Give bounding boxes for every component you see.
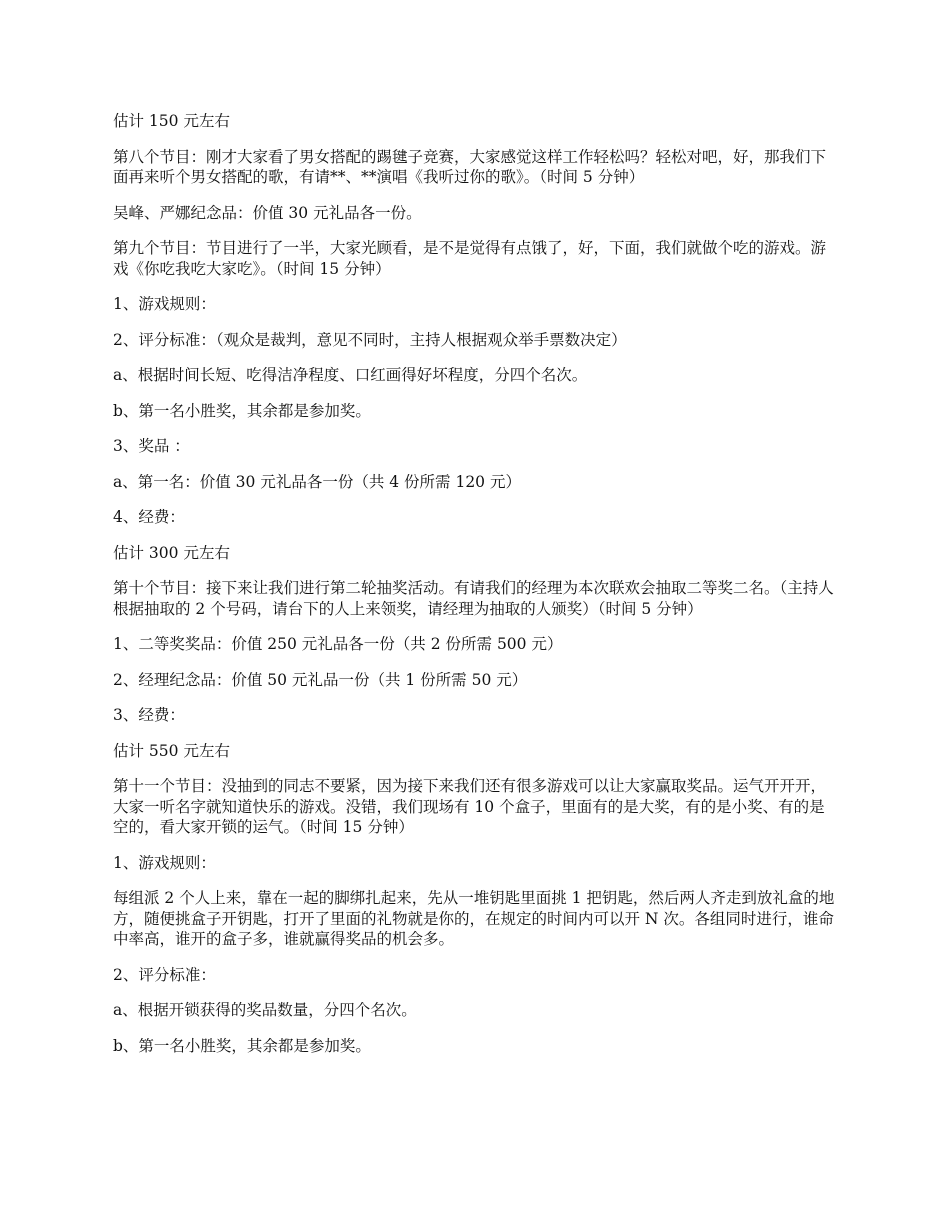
paragraph: 4、经费：: [113, 508, 185, 526]
paragraph: 2、评分标准：（观众是裁判，意见不同时，主持人根据观众举手票数决定）: [113, 330, 627, 349]
paragraph: 估计 550 元左右: [113, 741, 230, 760]
paragraph: 第十一个节目：没抽到的同志不要紧，因为接下来我们还有很多游戏可以让大家赢取奖品。运气开开开，大家一听名字就知道快乐的游戏。没错，我们现场有 10 个盒子，里面有的是大奖，有的是小奖、有的是空的，看大家开锁的运气。（时间 15 分钟）: [113, 777, 827, 836]
paragraph: 估计 150 元左右: [113, 112, 230, 130]
paragraph: 2、评分标准：: [113, 965, 216, 984]
paragraph: 3、奖品 ：: [113, 437, 190, 455]
paragraph: 吴峰、严娜纪念品：价值 30 元礼品各一份。: [113, 203, 422, 222]
paragraph: 3、经费：: [113, 706, 185, 724]
paragraph: 1、游戏规则：: [113, 853, 216, 872]
paragraph: b、第一名小胜奖，其余都是参加奖。: [113, 1036, 371, 1055]
paragraph: 第八个节目：刚才大家看了男女搭配的踢毽子竞赛，大家感觉这样工作轻松吗？轻松对吧，好，那我们下面再来听个男女搭配的歌，有请**、**演唱《我听过你的歌》。（时间 5 分钟）: [113, 147, 827, 186]
paragraph: 第十个节目：接下来让我们进行第二轮抽奖活动。有请我们的经理为本次联欢会抽取二等奖二名。（主持人根据抽取的 2 个号码，请台下的人上来领奖，请经理为抽取的人颁奖）（时间 5 分钟）: [113, 579, 834, 618]
paragraph: a、第一名：价值 30 元礼品各一份（共 4 份所需 120 元）: [113, 472, 521, 491]
paragraph: 估计 300 元左右: [113, 543, 230, 562]
paragraph: 1、游戏规则：: [113, 295, 216, 313]
paragraph: a、根据时间长短、吃得洁净程度、口红画得好坏程度，分四个名次。: [113, 366, 588, 384]
paragraph: 每组派 2 个人上来，靠在一起的脚绑扎起来，先从一堆钥匙里面挑 1 把钥匙，然后两人齐走到放礼盒的地方，随便挑盒子开钥匙，打开了里面的礼物就是你的，在规定的时间内可以开 N 次。各组同时进行，谁命中率高，谁开的盒子多，谁就赢得奖品的机会多。: [113, 889, 835, 948]
paragraph: 2、经理纪念品：价值 50 元礼品一份（共 1 份所需 50 元）: [113, 670, 528, 689]
paragraph: a、根据开锁获得的奖品数量，分四个名次。: [113, 1001, 417, 1019]
paragraph: 第九个节目：节目进行了一半，大家光顾看，是不是觉得有点饿了，好，下面，我们就做个吃的游戏。游戏《你吃我吃大家吃》。（时间 15 分钟）: [113, 239, 827, 278]
document-page: [113, 111, 839, 1071]
paragraph: b、第一名小胜奖，其余都是参加奖。: [113, 401, 371, 420]
paragraph: 1、二等奖奖品：价值 250 元礼品各一份（共 2 份所需 500 元）: [113, 635, 563, 653]
